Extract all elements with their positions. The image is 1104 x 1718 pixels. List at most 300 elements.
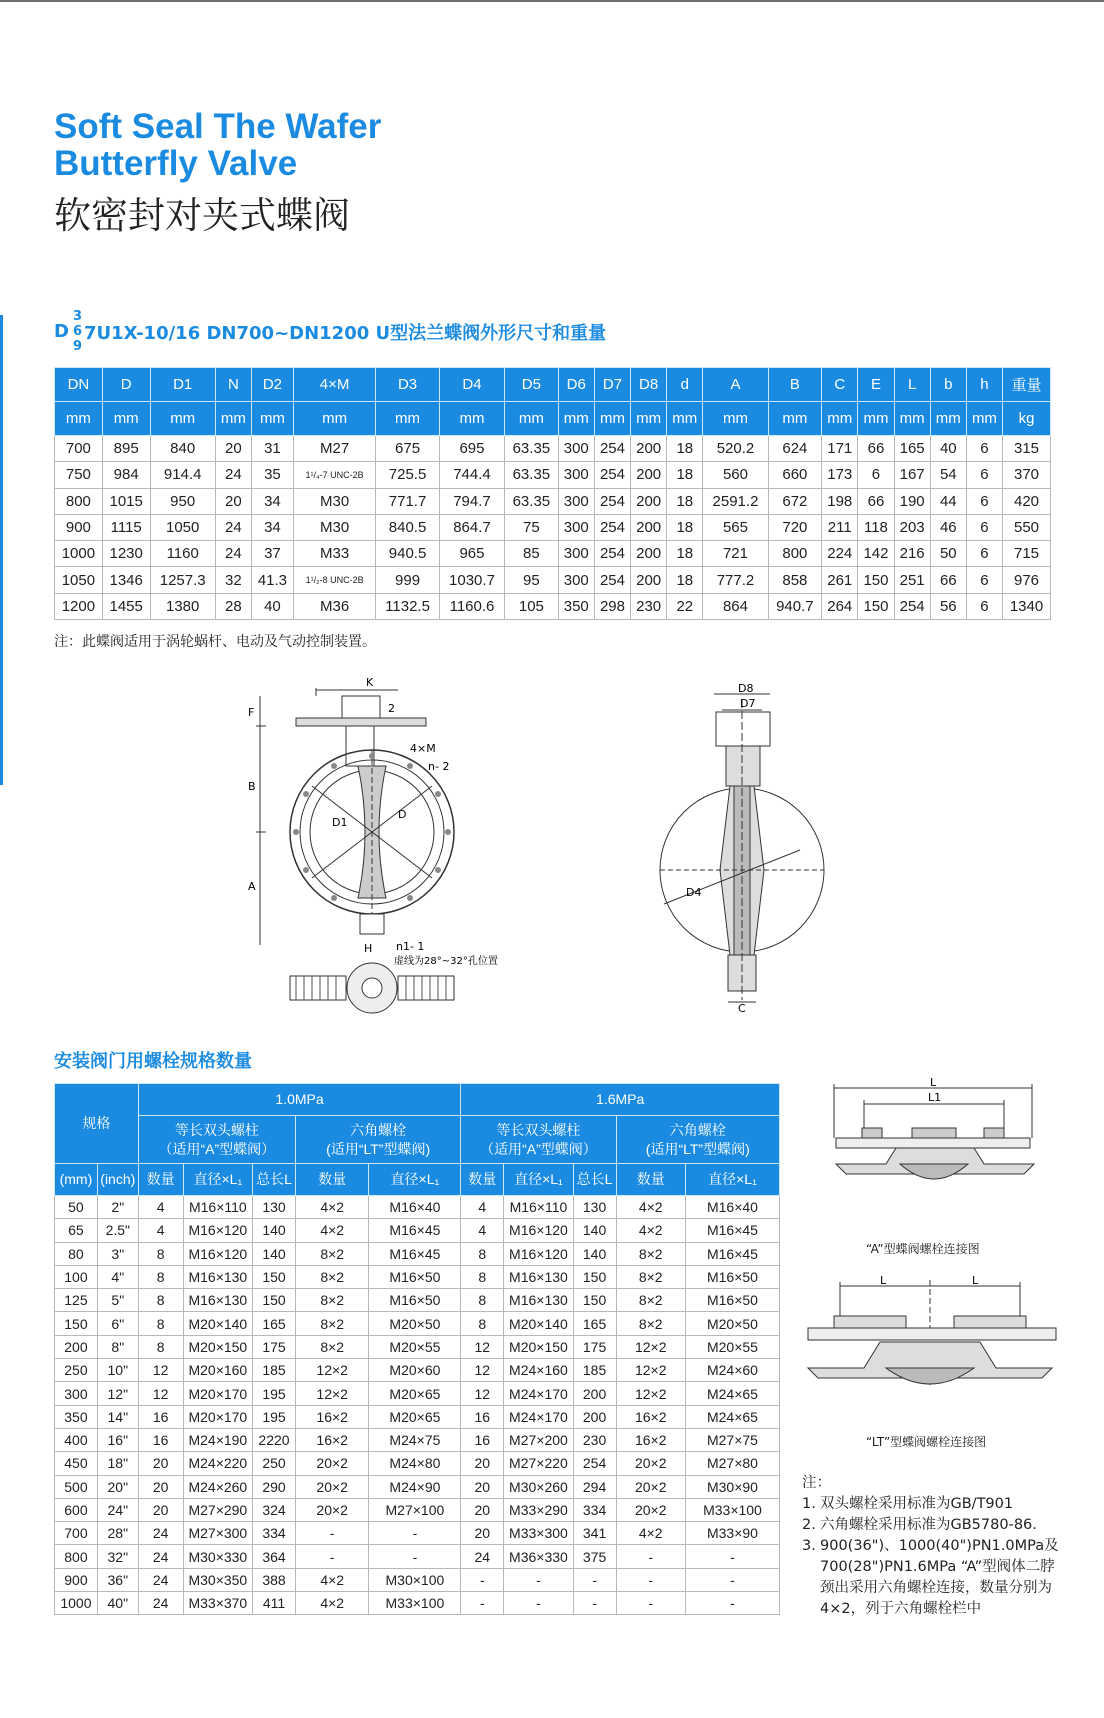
- bolt-table-cell: 130: [253, 1196, 296, 1219]
- dim-header-cell: A: [703, 368, 768, 402]
- bolt-note-3-text: 900(36")、1000(40")PN1.0MPa及700(28")PN1.6MPa “A”型阀体二脖颈出采用六角螺栓连接，数量分别为4×2，列于六角螺栓栏中: [820, 1538, 1059, 1617]
- bolt-table-row: [55, 1452, 780, 1475]
- dim-table-cell: 6: [966, 567, 1002, 593]
- dim-table-cell: 800: [55, 488, 103, 514]
- bolt-table-cell: M24×260: [183, 1475, 252, 1498]
- bolt-head-qty-3: 数量: [461, 1164, 504, 1196]
- bolt-table-cell: 28": [97, 1522, 138, 1545]
- bolt-table-cell: 8×2: [295, 1242, 369, 1265]
- bolt-table-cell: M16×50: [685, 1265, 779, 1288]
- bolt-table-cell: 4: [138, 1196, 183, 1219]
- dim-table-cell: 264: [822, 593, 858, 619]
- bolt-table-cell: 8: [461, 1312, 504, 1335]
- bolt-notes-head: 注：: [802, 1475, 831, 1491]
- dim-table-cell: 105: [505, 593, 559, 619]
- bolt-table-cell: M27×290: [183, 1498, 252, 1521]
- bolt-table-cell: 32": [97, 1545, 138, 1568]
- label-D8: D8: [738, 682, 754, 695]
- bolt-table-cell: 24: [461, 1545, 504, 1568]
- bolt-table-cell: 900: [55, 1568, 98, 1591]
- dim-table-cell: 75: [505, 514, 559, 540]
- dim-table-cell: 1¹/₂-8 UNC-2B: [293, 567, 375, 593]
- bolt-table-cell: -: [685, 1592, 779, 1615]
- bolt-note-1-text: 双头螺栓采用标准为GB/T901: [820, 1496, 1014, 1512]
- dim-header-cell: D2: [251, 368, 293, 402]
- bolt-table-cell: M36×330: [504, 1545, 573, 1568]
- bolt-table-row: [55, 1568, 780, 1591]
- bolt-table-cell: M27×80: [685, 1452, 779, 1475]
- hex-sub-2: (适用“LT”型蝶阀): [645, 1140, 750, 1157]
- bolt-table-cell: M16×110: [504, 1196, 573, 1219]
- dim-table-cell: 6: [858, 462, 894, 488]
- dimension-units-row: [55, 402, 1051, 436]
- bolt-table-row: [55, 1522, 780, 1545]
- bolt-table-cell: M16×130: [183, 1265, 252, 1288]
- bolt-table-cell: M16×130: [504, 1289, 573, 1312]
- title-en-line1: Soft Seal The Wafer: [54, 107, 382, 146]
- dim-table-cell: 165: [894, 436, 930, 462]
- bolt-table-cell: M24×65: [685, 1382, 779, 1405]
- label-D1: D1: [332, 816, 348, 829]
- dim-table-cell: 150: [858, 593, 894, 619]
- bolt-table-cell: 12×2: [616, 1335, 685, 1358]
- dim-unit-cell: mm: [293, 402, 375, 436]
- bolt-table-row: [55, 1265, 780, 1288]
- bolt-table-cell: -: [461, 1568, 504, 1591]
- bolt-table-cell: M20×170: [183, 1382, 252, 1405]
- dim-table-cell: 6: [966, 514, 1002, 540]
- bolt-table-cell: M20×150: [183, 1335, 252, 1358]
- dim-table-cell: 198: [822, 488, 858, 514]
- bolt-table-cell: 4: [461, 1219, 504, 1242]
- bolt-table-cell: M16×120: [504, 1242, 573, 1265]
- dim-unit-cell: mm: [858, 402, 894, 436]
- dim-table-cell: 211: [822, 514, 858, 540]
- dim-table-cell: 315: [1003, 436, 1051, 462]
- section-dimensions-title: [54, 309, 606, 354]
- bolt-table-cell: 12": [97, 1382, 138, 1405]
- bolt-table-cell: 24: [138, 1545, 183, 1568]
- page-title-en: [54, 108, 381, 182]
- dim-table-cell: 1000: [55, 541, 103, 567]
- dim-header-cell: D3: [376, 368, 440, 402]
- fig-a-bolt-connection: [826, 1076, 1062, 1220]
- bolt-table-cell: 600: [55, 1498, 98, 1521]
- dim-table-cell: 18: [667, 462, 703, 488]
- dim-table-cell: 1346: [102, 567, 150, 593]
- bolt-table-cell: 388: [253, 1568, 296, 1591]
- bolt-table-cell: M24×60: [685, 1359, 779, 1382]
- dim-unit-cell: mm: [150, 402, 215, 436]
- label-A: A: [248, 880, 256, 893]
- bolt-table-cell: 20: [461, 1475, 504, 1498]
- dim-table-cell: 50: [930, 541, 966, 567]
- bolt-table-row: [55, 1475, 780, 1498]
- dim-table-row: [55, 488, 1051, 514]
- bolt-table-cell: 100: [55, 1265, 98, 1288]
- bolt-table-cell: -: [504, 1568, 573, 1591]
- dim-unit-cell: mm: [703, 402, 768, 436]
- dim-table-row: [55, 514, 1051, 540]
- bolt-note-2: [802, 1515, 1062, 1536]
- bolt-table-cell: 20×2: [616, 1452, 685, 1475]
- bolt-head-spec: 规格: [55, 1084, 139, 1164]
- dim-table-cell: 520.2: [703, 436, 768, 462]
- dim-table-cell: 254: [594, 567, 630, 593]
- dim-table-cell: 63.35: [505, 488, 559, 514]
- bolt-table-cell: 12: [138, 1382, 183, 1405]
- fig-a-label-L: L: [930, 1076, 937, 1089]
- dim-table-cell: 1455: [102, 593, 150, 619]
- bolt-head-stud-1: [138, 1116, 295, 1164]
- bolt-head-dia-2: 直径×L₁: [369, 1164, 461, 1196]
- dim-table-cell: 85: [505, 541, 559, 567]
- dim-table-cell: 37: [251, 541, 293, 567]
- dim-table-cell: 550: [1003, 514, 1051, 540]
- bolt-table-cell: 8: [138, 1242, 183, 1265]
- bolt-table-cell: -: [616, 1568, 685, 1591]
- bolt-table-cell: M24×170: [504, 1405, 573, 1428]
- dim-table-cell: 66: [930, 567, 966, 593]
- dim-table-cell: 20: [215, 488, 251, 514]
- bolt-table-cell: 8×2: [295, 1289, 369, 1312]
- dim-header-cell: 重量: [1003, 368, 1051, 402]
- bolt-table-cell: 12: [138, 1359, 183, 1382]
- bolt-table-row: [55, 1592, 780, 1615]
- bolt-table-cell: 8: [138, 1312, 183, 1335]
- bolt-table-cell: -: [504, 1592, 573, 1615]
- bolt-table-cell: 12: [461, 1382, 504, 1405]
- bolt-table-cell: M27×75: [685, 1428, 779, 1451]
- bolt-table-cell: -: [295, 1545, 369, 1568]
- bolt-table-cell: 4×2: [295, 1568, 369, 1591]
- dim-table-cell: 44: [930, 488, 966, 514]
- bolt-table-cell: M30×90: [685, 1475, 779, 1498]
- bolt-table-cell: 24: [138, 1522, 183, 1545]
- bolt-table-cell: 4: [461, 1196, 504, 1219]
- bolt-table-cell: 334: [573, 1498, 616, 1521]
- bolt-table-cell: 230: [573, 1428, 616, 1451]
- bolt-table-cell: M16×50: [369, 1289, 461, 1312]
- model-suffix: 7U1X-10/16 DN700~DN1200 U型法兰蝶阀外形尺寸和重量: [84, 322, 607, 344]
- bolt-table-cell: 4×2: [295, 1196, 369, 1219]
- bolt-header-row-3: [55, 1164, 780, 1196]
- bolt-table-cell: -: [685, 1545, 779, 1568]
- label-hole-position: 虚线为28°~32°孔位置: [394, 956, 498, 967]
- bolt-table-cell: M33×100: [685, 1498, 779, 1521]
- bolt-head-hex-1: [295, 1116, 460, 1164]
- dim-table-cell: 18: [667, 436, 703, 462]
- dim-header-cell: h: [966, 368, 1002, 402]
- dim-table-cell: 18: [667, 514, 703, 540]
- dim-unit-cell: kg: [1003, 402, 1051, 436]
- bolt-table-row: [55, 1359, 780, 1382]
- bolt-table-cell: 324: [253, 1498, 296, 1521]
- bolt-table-cell: 8: [138, 1289, 183, 1312]
- bolt-table-cell: M24×75: [369, 1428, 461, 1451]
- dim-table-cell: 1030.7: [439, 567, 504, 593]
- bolt-table-cell: 20: [461, 1452, 504, 1475]
- bolt-notes: [802, 1473, 1062, 1620]
- dim-table-cell: 95: [505, 567, 559, 593]
- dim-table-cell: 940.5: [376, 541, 440, 567]
- dim-table-cell: 6: [966, 541, 1002, 567]
- fig-lt-label-L-right: L: [972, 1274, 979, 1287]
- bolt-table-cell: -: [573, 1592, 616, 1615]
- bolt-table-cell: 10": [97, 1359, 138, 1382]
- bolt-table-cell: -: [461, 1592, 504, 1615]
- dim-table-cell: 950: [150, 488, 215, 514]
- valve-bottom-view-drawing: [286, 940, 516, 1015]
- dim-unit-cell: mm: [376, 402, 440, 436]
- bolt-head-inch: (inch): [97, 1164, 138, 1196]
- dimension-note: 注：此蝶阀适用于涡轮蜗杆、电动及气动控制装置。: [54, 634, 376, 650]
- dim-header-cell: b: [930, 368, 966, 402]
- bolt-table-cell: 150: [573, 1265, 616, 1288]
- dim-table-cell: 675: [376, 436, 440, 462]
- dimension-header-row: [55, 368, 1051, 402]
- bolt-head-pressure-1: 1.0MPa: [138, 1084, 461, 1116]
- dim-table-cell: 24: [215, 541, 251, 567]
- bolt-table-cell: M16×110: [183, 1196, 252, 1219]
- bolt-head-mm: (mm): [55, 1164, 98, 1196]
- model-stack-3: 3: [72, 309, 82, 324]
- dim-table-cell: 216: [894, 541, 930, 567]
- bolt-table-cell: 341: [573, 1522, 616, 1545]
- dim-table-cell: 251: [894, 567, 930, 593]
- dim-table-cell: 672: [768, 488, 822, 514]
- dim-table-cell: 725.5: [376, 462, 440, 488]
- dim-table-row: [55, 593, 1051, 619]
- bolt-table-cell: 294: [573, 1475, 616, 1498]
- bolt-table-cell: 24": [97, 1498, 138, 1521]
- bolt-table-cell: 16×2: [616, 1428, 685, 1451]
- dim-table-cell: 18: [667, 488, 703, 514]
- bolt-head-total-1: 总长L: [253, 1164, 296, 1196]
- dim-table-cell: 56: [930, 593, 966, 619]
- bolt-table-cell: M16×120: [183, 1219, 252, 1242]
- bolt-head-qty-2: 数量: [295, 1164, 369, 1196]
- dim-table-cell: 24: [215, 514, 251, 540]
- dim-table-cell: 20: [215, 436, 251, 462]
- dim-table-cell: 984: [102, 462, 150, 488]
- dim-table-cell: 200: [631, 514, 667, 540]
- bolt-table-cell: 4×2: [295, 1592, 369, 1615]
- bolt-table-cell: M20×150: [504, 1335, 573, 1358]
- dim-header-cell: N: [215, 368, 251, 402]
- bolt-table-cell: 4×2: [616, 1522, 685, 1545]
- model-stack-9: 9: [72, 339, 82, 354]
- dim-table-cell: 1050: [150, 514, 215, 540]
- dim-header-cell: D5: [505, 368, 559, 402]
- bolt-table-cell: 40": [97, 1592, 138, 1615]
- dim-table-cell: 18: [667, 567, 703, 593]
- bolt-table-cell: 20: [138, 1475, 183, 1498]
- bolt-table-row: [55, 1405, 780, 1428]
- bolt-head-qty-4: 数量: [616, 1164, 685, 1196]
- dim-table-cell: 28: [215, 593, 251, 619]
- bolt-table-cell: 8: [138, 1265, 183, 1288]
- dim-table-cell: 254: [894, 593, 930, 619]
- stud-label-2: 等长双头螺柱: [496, 1121, 581, 1138]
- dim-table-cell: 34: [251, 488, 293, 514]
- dim-table-cell: 1380: [150, 593, 215, 619]
- bolt-note-2-num: 2.: [802, 1517, 816, 1533]
- bolt-table-row: [55, 1382, 780, 1405]
- dim-table-cell: 46: [930, 514, 966, 540]
- bolt-table-cell: M16×120: [183, 1242, 252, 1265]
- bolt-table-cell: 16×2: [295, 1405, 369, 1428]
- dim-table-row: [55, 436, 1051, 462]
- dim-table-cell: 1200: [55, 593, 103, 619]
- bolt-note-3: [802, 1536, 1062, 1620]
- dim-table-cell: 32: [215, 567, 251, 593]
- label-4xM: 4×M: [410, 742, 436, 755]
- dim-table-cell: 171: [822, 436, 858, 462]
- dim-table-cell: 203: [894, 514, 930, 540]
- dim-table-cell: 22: [667, 593, 703, 619]
- dim-table-cell: M36: [293, 593, 375, 619]
- bolt-table-cell: 4×2: [295, 1219, 369, 1242]
- label-H: H: [364, 942, 373, 955]
- bolt-table-row: [55, 1196, 780, 1219]
- dim-table-cell: 63.35: [505, 462, 559, 488]
- dim-table-cell: 999: [376, 567, 440, 593]
- bolt-table-cell: M16×40: [369, 1196, 461, 1219]
- dim-table-cell: 1340: [1003, 593, 1051, 619]
- dim-table-cell: 1230: [102, 541, 150, 567]
- dim-header-cell: D1: [150, 368, 215, 402]
- bolt-table-row: [55, 1335, 780, 1358]
- dim-table-cell: 300: [558, 462, 594, 488]
- bolt-table-cell: M27×200: [504, 1428, 573, 1451]
- fig-lt-caption: “LT”型蝶阀螺栓连接图: [866, 1435, 987, 1449]
- bolt-table-cell: 20: [461, 1522, 504, 1545]
- dim-table-cell: 715: [1003, 541, 1051, 567]
- stud-sub-2: （适用“A”型蝶阀）: [480, 1140, 597, 1157]
- bolt-head-total-2: 总长L: [573, 1164, 616, 1196]
- bolt-note-2-text: 六角螺栓采用标准为GB5780-86.: [820, 1517, 1037, 1533]
- dim-table-cell: 6: [966, 436, 1002, 462]
- bolt-table-cell: 4": [97, 1265, 138, 1288]
- bolt-table-cell: 185: [573, 1359, 616, 1382]
- bolt-table-row: [55, 1428, 780, 1451]
- dim-table-cell: 254: [594, 462, 630, 488]
- bolt-table-cell: 8×2: [295, 1265, 369, 1288]
- dim-table-cell: 1160.6: [439, 593, 504, 619]
- dim-table-cell: 34: [251, 514, 293, 540]
- dim-table-cell: 721: [703, 541, 768, 567]
- dim-table-cell: 565: [703, 514, 768, 540]
- bolt-table-cell: M16×45: [685, 1219, 779, 1242]
- bolt-table-cell: 350: [55, 1405, 98, 1428]
- bolt-table-cell: 16: [138, 1405, 183, 1428]
- label-2: 2: [388, 702, 395, 715]
- bolt-table-cell: -: [616, 1592, 685, 1615]
- dim-table-cell: 167: [894, 462, 930, 488]
- bolt-head-dia-1: 直径×L₁: [183, 1164, 252, 1196]
- bolt-table-cell: 16: [461, 1428, 504, 1451]
- bolt-table-cell: 8: [138, 1335, 183, 1358]
- stud-label-1: 等长双头螺柱: [174, 1121, 259, 1138]
- bolt-table-cell: 2220: [253, 1428, 296, 1451]
- bolt-note-1-num: 1.: [802, 1496, 816, 1512]
- model-stack: [73, 309, 82, 354]
- dim-table-cell: 300: [558, 567, 594, 593]
- dim-table-cell: M33: [293, 541, 375, 567]
- bolt-table-cell: 150: [253, 1289, 296, 1312]
- dim-unit-cell: mm: [505, 402, 559, 436]
- bolt-table-cell: -: [369, 1522, 461, 1545]
- hex-sub-1: (适用“LT”型蝶阀): [326, 1140, 431, 1157]
- bolt-table-row: [55, 1242, 780, 1265]
- bolt-table-cell: M24×160: [504, 1359, 573, 1382]
- dim-table-cell: 18: [667, 541, 703, 567]
- label-C: C: [738, 1002, 746, 1015]
- label-D: D: [398, 808, 407, 821]
- dim-table-cell: 840: [150, 436, 215, 462]
- dim-table-cell: 350: [558, 593, 594, 619]
- bolt-table-cell: 150: [253, 1265, 296, 1288]
- bolt-table-cell: 140: [573, 1242, 616, 1265]
- dim-table-cell: 31: [251, 436, 293, 462]
- dim-table-cell: 200: [631, 567, 667, 593]
- bolt-table-cell: 334: [253, 1522, 296, 1545]
- bolt-table-cell: 65: [55, 1219, 98, 1242]
- bolt-table-cell: 2.5": [97, 1219, 138, 1242]
- dim-table-cell: 54: [930, 462, 966, 488]
- bolt-table-cell: M16×130: [504, 1265, 573, 1288]
- hex-label-2: 六角螺栓: [669, 1121, 726, 1138]
- label-n2: n- 2: [428, 760, 450, 773]
- dim-header-cell: 4×M: [293, 368, 375, 402]
- bolt-table-cell: 14": [97, 1405, 138, 1428]
- label-K: K: [366, 676, 374, 689]
- dim-table-cell: 66: [858, 488, 894, 514]
- bolt-table-cell: 50: [55, 1196, 98, 1219]
- bolt-table-cell: 8×2: [295, 1335, 369, 1358]
- bolt-table-cell: M16×120: [504, 1219, 573, 1242]
- title-en-line2: Butterfly Valve: [54, 144, 298, 183]
- dim-table-cell: 965: [439, 541, 504, 567]
- bolt-head-pressure-2: 1.6MPa: [461, 1084, 780, 1116]
- dim-table-cell: 560: [703, 462, 768, 488]
- dim-unit-cell: mm: [667, 402, 703, 436]
- bolt-table-cell: M20×65: [369, 1405, 461, 1428]
- label-D7: D7: [740, 697, 756, 710]
- bolt-table-cell: 16: [138, 1428, 183, 1451]
- bolt-table-cell: M24×90: [369, 1475, 461, 1498]
- bolt-table-cell: 20×2: [295, 1475, 369, 1498]
- dim-table-cell: 40: [251, 593, 293, 619]
- bolt-note-3-num: 3.: [802, 1538, 816, 1554]
- bolt-table-cell: 200: [55, 1335, 98, 1358]
- bolt-table-cell: M20×50: [369, 1312, 461, 1335]
- bolt-spec-table: [54, 1083, 780, 1615]
- bolt-table-cell: 140: [253, 1242, 296, 1265]
- bolt-table-cell: 18": [97, 1452, 138, 1475]
- bolt-table-cell: 140: [573, 1219, 616, 1242]
- dim-table-cell: 800: [768, 541, 822, 567]
- bolt-table-cell: 250: [253, 1452, 296, 1475]
- bolt-table-cell: M33×370: [183, 1592, 252, 1615]
- bolt-table-cell: M30×260: [504, 1475, 573, 1498]
- bolt-table-cell: M24×190: [183, 1428, 252, 1451]
- bolt-table-row: [55, 1498, 780, 1521]
- dim-unit-cell: mm: [215, 402, 251, 436]
- dim-table-cell: 254: [594, 541, 630, 567]
- bolt-table-cell: M24×220: [183, 1452, 252, 1475]
